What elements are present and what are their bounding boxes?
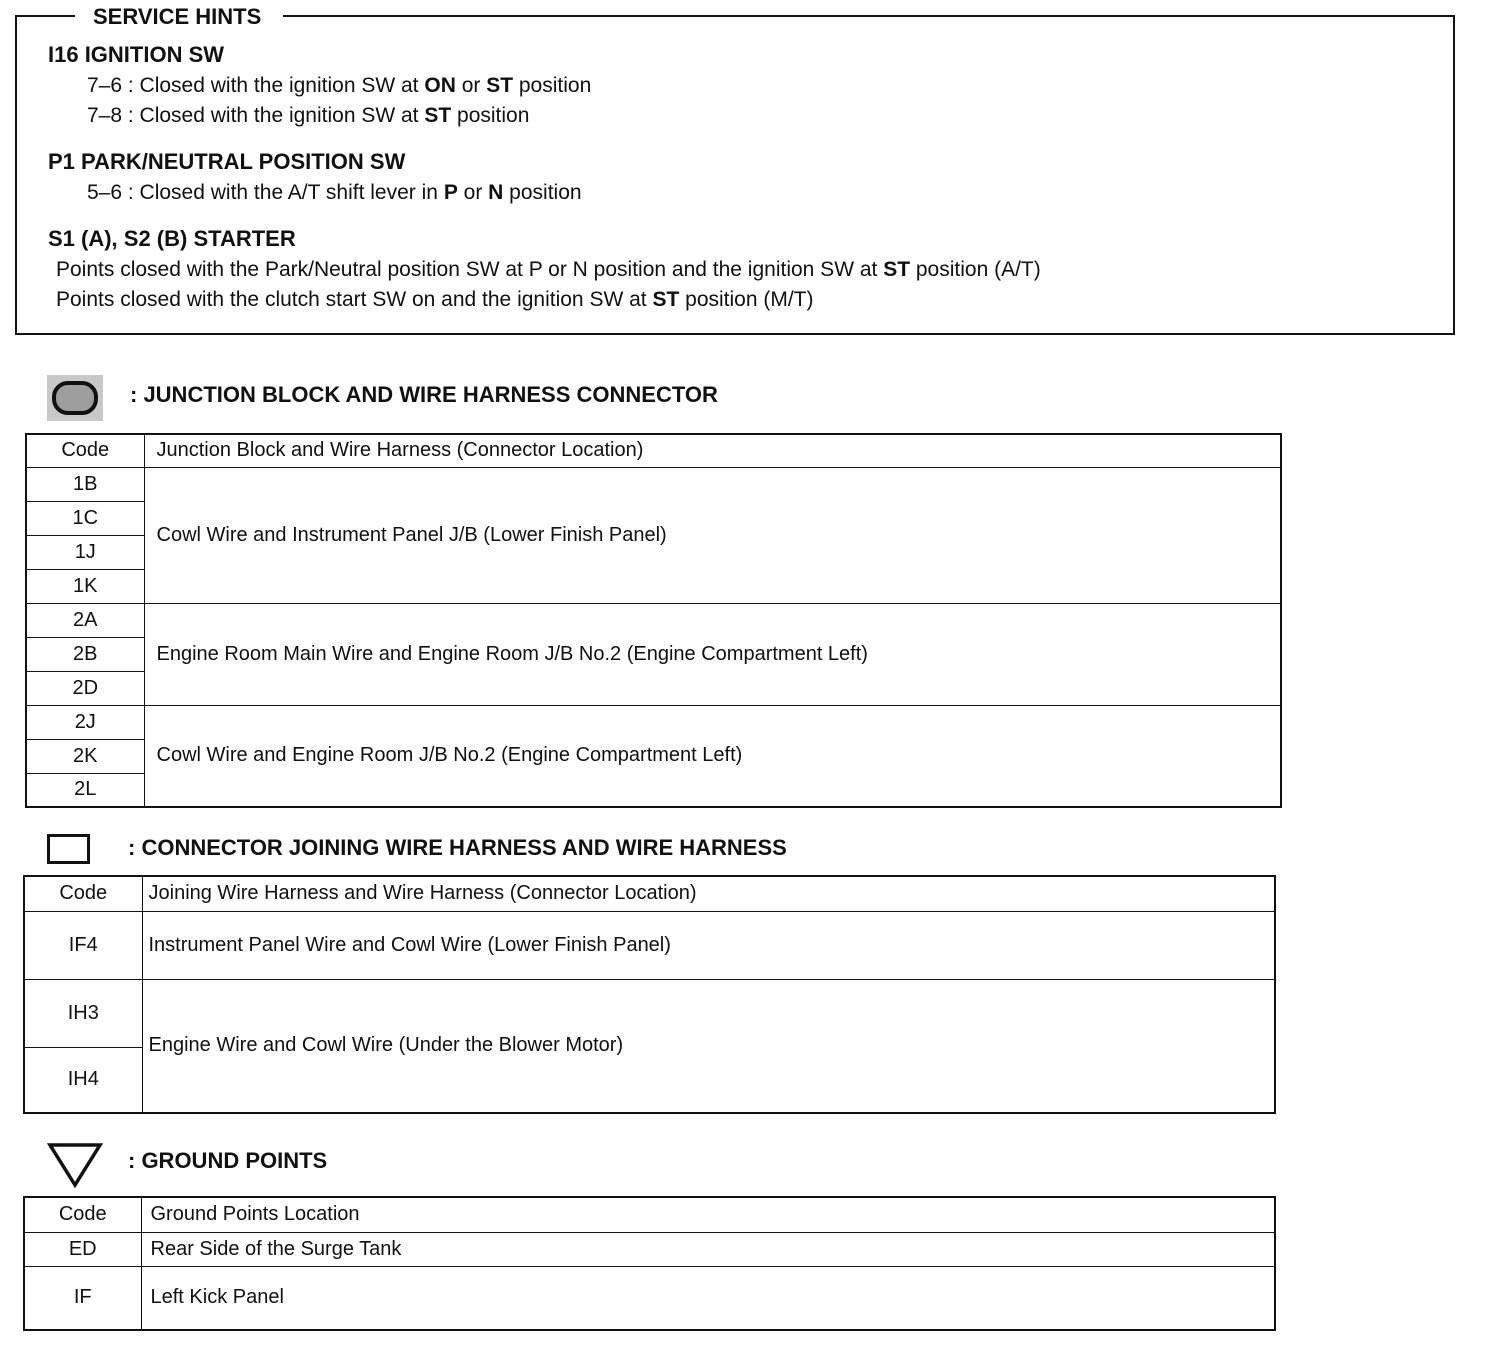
table-row: [24, 1232, 1275, 1266]
table-row: [26, 467, 1281, 501]
col-code-header: Code: [24, 1197, 141, 1232]
starter-line-2: Points closed with the clutch start SW on and the ignition SW at ST position (M/T): [56, 288, 814, 311]
connector-section-title: : CONNECTOR JOINING WIRE HARNESS AND WIRE HARNESS: [128, 835, 787, 860]
col-desc-header: Ground Points Location: [141, 1197, 1275, 1232]
code-cell: 1B: [26, 467, 144, 501]
junction-block-connector-icon: [47, 375, 103, 421]
junction-table: [25, 433, 1282, 808]
col-code-header: Code: [24, 876, 142, 911]
table-row: [24, 1266, 1275, 1330]
i16-heading: I16 IGNITION SW: [48, 42, 225, 67]
table-row: [26, 603, 1281, 637]
location-cell: Rear Side of the Surge Tank: [141, 1232, 1275, 1266]
col-desc-header: Junction Block and Wire Harness (Connector Location): [144, 434, 1281, 467]
table-row: [26, 705, 1281, 739]
service-hints-box: [15, 15, 1455, 335]
location-cell: Cowl Wire and Engine Room J/B No.2 (Engine Compartment Left): [144, 705, 1281, 807]
code-cell: 2A: [26, 603, 144, 637]
p1-line-1: 5–6 : Closed with the A/T shift lever in P or N position: [87, 181, 582, 204]
code-cell: IF: [24, 1266, 141, 1330]
connector-table: [23, 875, 1276, 1114]
table-header-row: [26, 434, 1281, 467]
starter-heading: S1 (A), S2 (B) STARTER: [48, 226, 296, 251]
i16-line-1: 7–6 : Closed with the ignition SW at ON or ST position: [87, 74, 592, 97]
code-cell: IH3: [24, 979, 142, 1047]
table-row: [24, 979, 1275, 1047]
ground-point-icon: [47, 1142, 103, 1188]
service-hints-title: SERVICE HINTS: [75, 4, 283, 30]
location-cell: Engine Room Main Wire and Engine Room J/B No.2 (Engine Compartment Left): [144, 603, 1281, 705]
ground-section-title: : GROUND POINTS: [128, 1148, 328, 1173]
code-cell: 2L: [26, 773, 144, 807]
col-code-header: Code: [26, 434, 144, 467]
table-header-row: [24, 876, 1275, 911]
code-cell: 2D: [26, 671, 144, 705]
code-cell: 2B: [26, 637, 144, 671]
code-cell: 1K: [26, 569, 144, 603]
code-cell: 1C: [26, 501, 144, 535]
starter-line-1: Points closed with the Park/Neutral position SW at P or N position and the ignition SW at ST position (A/T): [56, 258, 1041, 281]
code-cell: IF4: [24, 911, 142, 979]
col-desc-header: Joining Wire Harness and Wire Harness (Connector Location): [142, 876, 1275, 911]
wire-harness-connector-icon: [47, 834, 90, 864]
code-cell: 2K: [26, 739, 144, 773]
location-cell: Engine Wire and Cowl Wire (Under the Blower Motor): [142, 979, 1275, 1113]
code-cell: ED: [24, 1232, 141, 1266]
ground-table: [23, 1196, 1276, 1331]
table-row: [24, 911, 1275, 979]
table-header-row: [24, 1197, 1275, 1232]
p1-heading: P1 PARK/NEUTRAL POSITION SW: [48, 149, 406, 174]
location-cell: Instrument Panel Wire and Cowl Wire (Lower Finish Panel): [142, 911, 1275, 979]
code-cell: IH4: [24, 1047, 142, 1113]
i16-line-2: 7–8 : Closed with the ignition SW at ST position: [87, 104, 530, 127]
junction-section-title: : JUNCTION BLOCK AND WIRE HARNESS CONNECTOR: [130, 382, 718, 407]
location-cell: Left Kick Panel: [141, 1266, 1275, 1330]
code-cell: 2J: [26, 705, 144, 739]
code-cell: 1J: [26, 535, 144, 569]
location-cell: Cowl Wire and Instrument Panel J/B (Lower Finish Panel): [144, 467, 1281, 603]
